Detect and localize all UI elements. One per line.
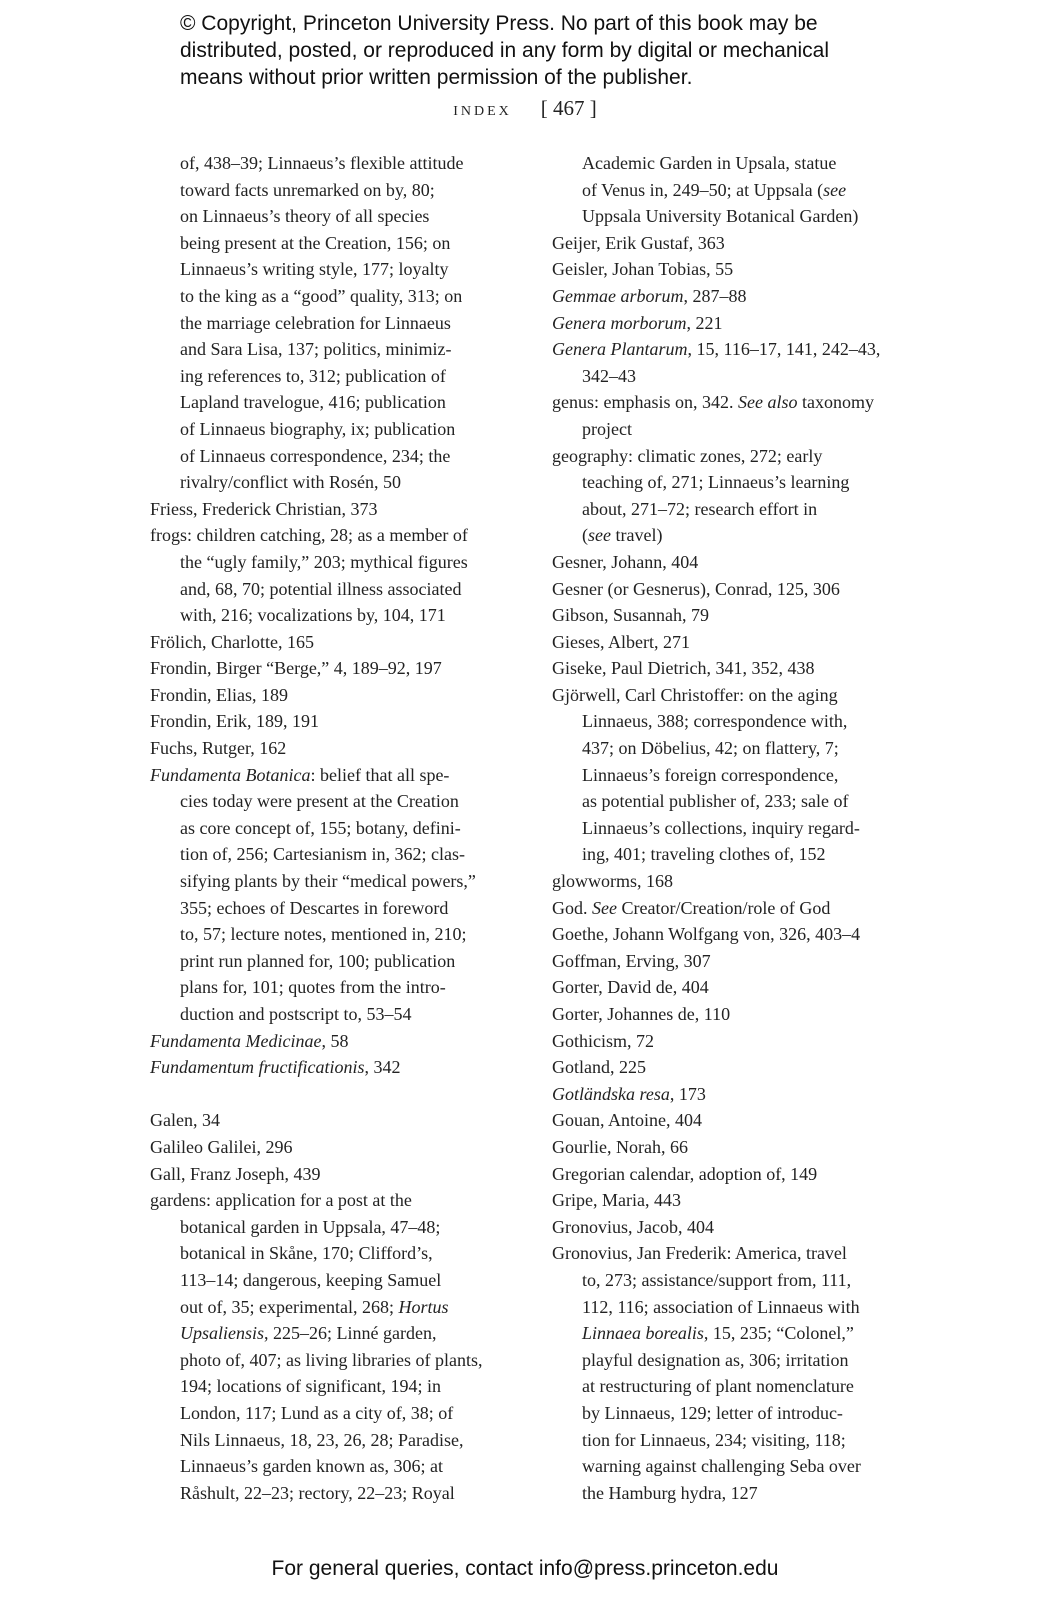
index-entry-text: project <box>582 418 632 439</box>
index-entry-text: Gouan, Antoine, 404 <box>552 1110 702 1131</box>
index-entry-line <box>150 735 520 762</box>
index-column-right <box>552 150 922 1506</box>
index-entry-italic: see <box>588 525 611 546</box>
index-entry-line <box>552 1240 922 1267</box>
index-entry-line <box>150 576 520 603</box>
index-entry-text: : belief that all spe- <box>310 764 450 785</box>
copyright-line: © Copyright, Princeton University Press. No part of this book may be <box>180 12 818 35</box>
index-entry-line <box>552 1267 922 1294</box>
index-entry-line <box>150 1054 520 1081</box>
index-entry-text: botanical garden in Uppsala, 47–48; <box>180 1216 441 1237</box>
index-entry-line <box>552 788 922 815</box>
index-entry-text: Goethe, Johann Wolfgang von, 326, 403–4 <box>552 924 861 945</box>
index-entry-italic: See also <box>738 392 798 413</box>
index-entry-line <box>552 576 922 603</box>
index-entry-line <box>552 1028 922 1055</box>
index-entry-text: rivalry/conflict with Rosén, 50 <box>180 472 401 493</box>
index-entry-text: Galileo Galilei, 296 <box>150 1136 293 1157</box>
index-entry-text: Gripe, Maria, 443 <box>552 1190 681 1211</box>
index-entry-text: sifying plants by their “medical powers,” <box>180 871 476 892</box>
index-entry-text: , 15, 235; “Colonel,” <box>703 1323 854 1344</box>
index-entry-text: with, 216; vocalizations by, 104, 171 <box>180 605 446 626</box>
index-entry-line <box>552 974 922 1001</box>
index-entry-line <box>150 948 520 975</box>
index-entry-text: , 221 <box>686 312 723 333</box>
index-entry-italic: Hortus <box>398 1296 449 1317</box>
index-entry-line <box>150 655 520 682</box>
index-entry-line <box>150 443 520 470</box>
index-entry-line <box>552 1001 922 1028</box>
index-entry-text: photo of, 407; as living libraries of plants, <box>180 1349 483 1370</box>
index-entry-line <box>150 1347 520 1374</box>
index-entry-line <box>552 1453 922 1480</box>
index-entry-text: Gibson, Susannah, 79 <box>552 605 709 626</box>
index-entry-text: of Linnaeus correspondence, 234; the <box>180 445 451 466</box>
index-entry-line <box>150 1294 520 1321</box>
page-number: [ 467 ] <box>540 96 597 120</box>
index-entry-line <box>150 1400 520 1427</box>
index-entry-line <box>150 921 520 948</box>
index-entry-line <box>552 177 922 204</box>
index-entry-text: to, 57; lecture notes, mentioned in, 210; <box>180 924 467 945</box>
index-entry-text: at restructuring of plant nomenclature <box>582 1376 854 1397</box>
index-entry-line <box>150 1453 520 1480</box>
index-entry-line <box>552 1320 922 1347</box>
index-entry-text: Galen, 34 <box>150 1110 220 1131</box>
index-entry-line <box>552 1480 922 1507</box>
index-entry-text: Gotland, 225 <box>552 1057 646 1078</box>
index-entry-text: tion for Linnaeus, 234; visiting, 118; <box>582 1429 846 1450</box>
index-entry-text: by Linnaeus, 129; letter of introduc- <box>582 1402 843 1423</box>
index-entry-text: genus: emphasis on, 342. <box>552 392 738 413</box>
index-entry-line <box>552 1373 922 1400</box>
index-entry-line <box>552 522 922 549</box>
index-entry-text: Frondin, Elias, 189 <box>150 684 288 705</box>
index-entry-italic: Genera morborum <box>552 312 687 333</box>
index-entry-text: travel) <box>610 525 663 546</box>
index-entry-text: and Sara Lisa, 137; politics, minimiz- <box>180 339 452 360</box>
index-entry-text: 112, 116; association of Linnaeus with <box>582 1296 860 1317</box>
index-entry-line <box>150 549 520 576</box>
index-entry-text: tion of, 256; Cartesianism in, 362; clas- <box>180 844 465 865</box>
index-entry-text: Nils Linnaeus, 18, 23, 26, 28; Paradise, <box>180 1429 464 1450</box>
index-entry-text: , 173 <box>669 1083 706 1104</box>
index-entry-line <box>552 443 922 470</box>
index-entry-line <box>552 708 922 735</box>
index-entry-text: duction and postscript to, 53–54 <box>180 1004 412 1024</box>
index-entry-line <box>552 762 922 789</box>
index-entry-line <box>150 1320 520 1347</box>
index-entry-line <box>150 150 520 177</box>
index-entry-line <box>150 1134 520 1161</box>
index-entry-text: the Hamburg hydra, 127 <box>582 1482 758 1503</box>
index-column-left <box>150 150 520 1506</box>
index-entry-italic: Gotländska resa <box>552 1083 670 1104</box>
index-entry-italic: Upsaliensis <box>180 1323 265 1344</box>
copyright-line: distributed, posted, or reproduced in any form by digital or mechanical <box>180 39 830 62</box>
index-entry-line <box>150 788 520 815</box>
index-entry-line <box>552 868 922 895</box>
index-entry-line <box>150 1187 520 1214</box>
index-entry-line <box>150 1161 520 1188</box>
index-entry-line <box>150 469 520 496</box>
index-entry-line <box>552 150 922 177</box>
index-entry-text: cies today were present at the Creation <box>180 791 459 812</box>
index-entry-line <box>150 1001 520 1028</box>
index-entry-text: print run planned for, 100; publication <box>180 950 456 971</box>
index-entry-line <box>552 815 922 842</box>
index-entry-text: Giseke, Paul Dietrich, 341, 352, 438 <box>552 658 815 679</box>
index-entry-line <box>552 1107 922 1134</box>
index-entry-italic: See <box>592 897 617 918</box>
index-entry-line <box>150 602 520 629</box>
index-entry-line <box>150 230 520 257</box>
running-head-label: INDEX <box>453 104 512 119</box>
index-entry-text: geography: climatic zones, 272; early <box>552 445 823 466</box>
index-entry-text: glowworms, 168 <box>552 871 673 892</box>
index-entry-line <box>150 256 520 283</box>
index-entry-line <box>150 389 520 416</box>
index-entry-text: Gjörwell, Carl Christoffer: on the aging <box>552 684 838 705</box>
index-entry-line <box>552 230 922 257</box>
index-entry-text: on Linnaeus’s theory of all species <box>180 206 430 227</box>
copyright-line: means without prior written permission of the publisher. <box>180 66 693 89</box>
footer-contact: For general queries, contact info@press.princeton.edu <box>271 1557 779 1580</box>
index-entry-line <box>150 203 520 230</box>
index-entry-line <box>552 389 922 416</box>
index-entry-text: 113–14; dangerous, keeping Samuel <box>180 1269 442 1290</box>
index-entry-text: Linnaeus’s writing style, 177; loyalty <box>180 259 449 280</box>
index-entry-text: 194; locations of significant, 194; in <box>180 1376 441 1397</box>
index-entry-text: , 15, 116–17, 141, 242–43, <box>687 339 881 360</box>
index-entry-text: of Linnaeus biography, ix; publication <box>180 418 456 439</box>
index-entry-text: to the king as a “good” quality, 313; on <box>180 285 463 306</box>
index-entry-line <box>552 203 922 230</box>
index-entry-text: and, 68, 70; potential illness associated <box>180 578 462 599</box>
index-entry-text: , 225–26; Linné garden, <box>264 1323 437 1344</box>
index-entry-text: playful designation as, 306; irritation <box>582 1349 849 1370</box>
index-entry-line <box>552 1054 922 1081</box>
index-entry-line <box>552 655 922 682</box>
index-entry-line <box>150 708 520 735</box>
index-entry-text: to, 273; assistance/support from, 111, <box>582 1269 852 1290</box>
index-entry-line <box>150 496 520 523</box>
index-entry-line <box>552 549 922 576</box>
index-entry-text: Gourlie, Norah, 66 <box>552 1136 688 1157</box>
index-entry-text: Linnaeus, 388; correspondence with, <box>582 711 848 732</box>
index-entry-text: Gorter, David de, 404 <box>552 977 709 998</box>
index-entry-line <box>552 1427 922 1454</box>
index-entry-text: ( <box>582 525 588 546</box>
index-entry-text: botanical in Skåne, 170; Clifford’s, <box>180 1243 433 1264</box>
index-entry-line <box>552 921 922 948</box>
index-entry-line <box>552 1294 922 1321</box>
index-entry-text: frogs: children catching, 28; as a member of <box>150 525 468 546</box>
index-entry-text: Gothicism, 72 <box>552 1030 654 1051</box>
index-entry-line <box>552 682 922 709</box>
index-entry-text: Uppsala University Botanical Garden) <box>582 206 859 227</box>
index-entry-text: Fuchs, Rutger, 162 <box>150 738 287 759</box>
index-entry-line <box>552 948 922 975</box>
index-entry-line <box>150 283 520 310</box>
index-entry-line <box>150 682 520 709</box>
index-entry-line <box>150 1267 520 1294</box>
index-entry-text: the marriage celebration for Linnaeus <box>180 312 451 333</box>
index-entry-line <box>552 1187 922 1214</box>
index-entry-italic: Genera Plantarum <box>552 339 688 360</box>
index-entry-line <box>552 469 922 496</box>
index-entry-text: Gorter, Johannes de, 110 <box>552 1004 731 1024</box>
index-entry-text: Gesner, Johann, 404 <box>552 551 699 572</box>
index-entry-text: Gregorian calendar, adoption of, 149 <box>552 1163 818 1184</box>
index-entry-line <box>552 602 922 629</box>
index-entry-line <box>150 629 520 656</box>
index-entry-text: as potential publisher of, 233; sale of <box>582 791 849 812</box>
index-entry-line <box>552 363 922 390</box>
index-entry-line <box>552 1134 922 1161</box>
index-entry-line <box>150 841 520 868</box>
index-entry-text: ing references to, 312; publication of <box>180 365 446 386</box>
index-entry-text: Råshult, 22–23; rectory, 22–23; Royal <box>180 1482 455 1503</box>
index-entry-line <box>150 1480 520 1507</box>
index-entry-text: Frölich, Charlotte, 165 <box>150 631 314 652</box>
index-entry-text: London, 117; Lund as a city of, 38; of <box>180 1402 454 1423</box>
index-entry-text: Goffman, Erving, 307 <box>552 950 711 971</box>
index-entry-text: 437; on Döbelius, 42; on flattery, 7; <box>582 738 839 759</box>
index-entry-line <box>552 1161 922 1188</box>
index-entry-text: , 342 <box>364 1057 401 1078</box>
index-entry-line <box>150 974 520 1001</box>
index-entry-text: Academic Garden in Upsala, statue <box>582 153 837 173</box>
index-entry-text: 355; echoes of Descartes in foreword <box>180 897 449 918</box>
index-entry-line <box>552 1347 922 1374</box>
index-entry-italic: see <box>823 179 847 200</box>
index-entry-text: Friess, Frederick Christian, 373 <box>150 498 378 519</box>
index-entry-text: Lapland travelogue, 416; publication <box>180 392 446 413</box>
index-entry-text: plans for, 101; quotes from the intro- <box>180 977 446 998</box>
index-entry-text: taxonomy <box>797 392 874 413</box>
index-entry-text: Frondin, Erik, 189, 191 <box>150 711 319 732</box>
index-entry-italic: Gemmae arborum <box>552 285 684 306</box>
index-entry-line <box>150 522 520 549</box>
index-entry-line <box>150 815 520 842</box>
index-entry-line <box>150 762 520 789</box>
index-entry-line <box>552 336 922 363</box>
index-entry-line <box>150 336 520 363</box>
index-entry-text: God. <box>552 897 592 918</box>
index-entry-line <box>552 283 922 310</box>
index-entry-line <box>150 177 520 204</box>
index-entry-line <box>552 310 922 337</box>
index-entry-text: , 58 <box>321 1030 349 1051</box>
index-entry-line <box>552 895 922 922</box>
index-entry-text: Creator/Creation/role of God <box>616 897 831 918</box>
index-entry-line <box>552 416 922 443</box>
copyright-notice <box>180 10 940 91</box>
index-entry-text: Geijer, Erik Gustaf, 363 <box>552 232 725 253</box>
index-entry-line <box>552 735 922 762</box>
index-entry-text: the “ugly family,” 203; mythical figures <box>180 551 468 572</box>
index-entry-text: Linnaeus’s foreign correspondence, <box>582 764 839 785</box>
index-entry-text: Gronovius, Jacob, 404 <box>552 1216 714 1237</box>
index-entry-text: Geisler, Johan Tobias, 55 <box>552 259 734 280</box>
index-entry-text: teaching of, 271; Linnaeus’s learning <box>582 472 850 493</box>
index-entry-text: Gesner (or Gesnerus), Conrad, 125, 306 <box>552 578 840 599</box>
index-entry-line <box>150 1107 520 1134</box>
index-entry-line <box>150 1373 520 1400</box>
index-entry-line <box>552 1081 922 1108</box>
index-entry-line <box>150 363 520 390</box>
index-entry-line <box>552 1400 922 1427</box>
index-entry-italic: Fundamenta Botanica <box>150 764 311 785</box>
index-entry-text: toward facts unremarked on by, 80; <box>180 179 435 200</box>
index-entry-text: out of, 35; experimental, 268; <box>180 1296 399 1317</box>
index-entry-line <box>150 868 520 895</box>
index-entry-italic: Fundamenta Medicinae <box>150 1030 322 1051</box>
index-entry-text: 342–43 <box>582 365 636 386</box>
index-entry-line <box>150 310 520 337</box>
index-entry-line <box>552 629 922 656</box>
index-entry-text: , 287–88 <box>683 285 747 306</box>
index-entry-line <box>150 1214 520 1241</box>
index-entry-italic: Fundamentum fructificationis <box>150 1057 365 1078</box>
index-entry-text: Linnaeus’s garden known as, 306; at <box>180 1456 443 1477</box>
running-head <box>0 96 1050 121</box>
index-entry-line <box>552 256 922 283</box>
index-entry-line <box>150 895 520 922</box>
index-entry-line <box>552 496 922 523</box>
index-entry-text: of Venus in, 249–50; at Uppsala ( <box>582 179 824 200</box>
index-entry-line <box>150 416 520 443</box>
index-entry-line <box>552 1214 922 1241</box>
index-entry-line <box>150 1028 520 1055</box>
index-entry-text: as core concept of, 155; botany, defini- <box>180 817 461 838</box>
index-entry-text: warning against challenging Seba over <box>582 1456 861 1477</box>
index-entry-italic: Linnaea borealis <box>582 1323 704 1344</box>
index-entry-text: ing, 401; traveling clothes of, 152 <box>582 844 826 865</box>
index-entry-text: being present at the Creation, 156; on <box>180 232 451 253</box>
index-entry-text: Gronovius, Jan Frederik: America, travel <box>552 1243 847 1264</box>
index-entry-line <box>150 1240 520 1267</box>
index-entry-line <box>150 1427 520 1454</box>
index-entry-text: gardens: application for a post at the <box>150 1190 412 1211</box>
index-entry-text: Gieses, Albert, 271 <box>552 631 690 652</box>
index-entry-text: of, 438–39; Linnaeus’s flexible attitude <box>180 153 464 173</box>
index-entry-text: Gall, Franz Joseph, 439 <box>150 1163 321 1184</box>
index-entry-line <box>150 1081 520 1108</box>
index-entry-line <box>552 841 922 868</box>
index-entry-text: Frondin, Birger “Berge,” 4, 189–92, 197 <box>150 658 442 679</box>
index-entry-text: Linnaeus’s collections, inquiry regard- <box>582 817 860 838</box>
index-entry-text: about, 271–72; research effort in <box>582 498 818 519</box>
